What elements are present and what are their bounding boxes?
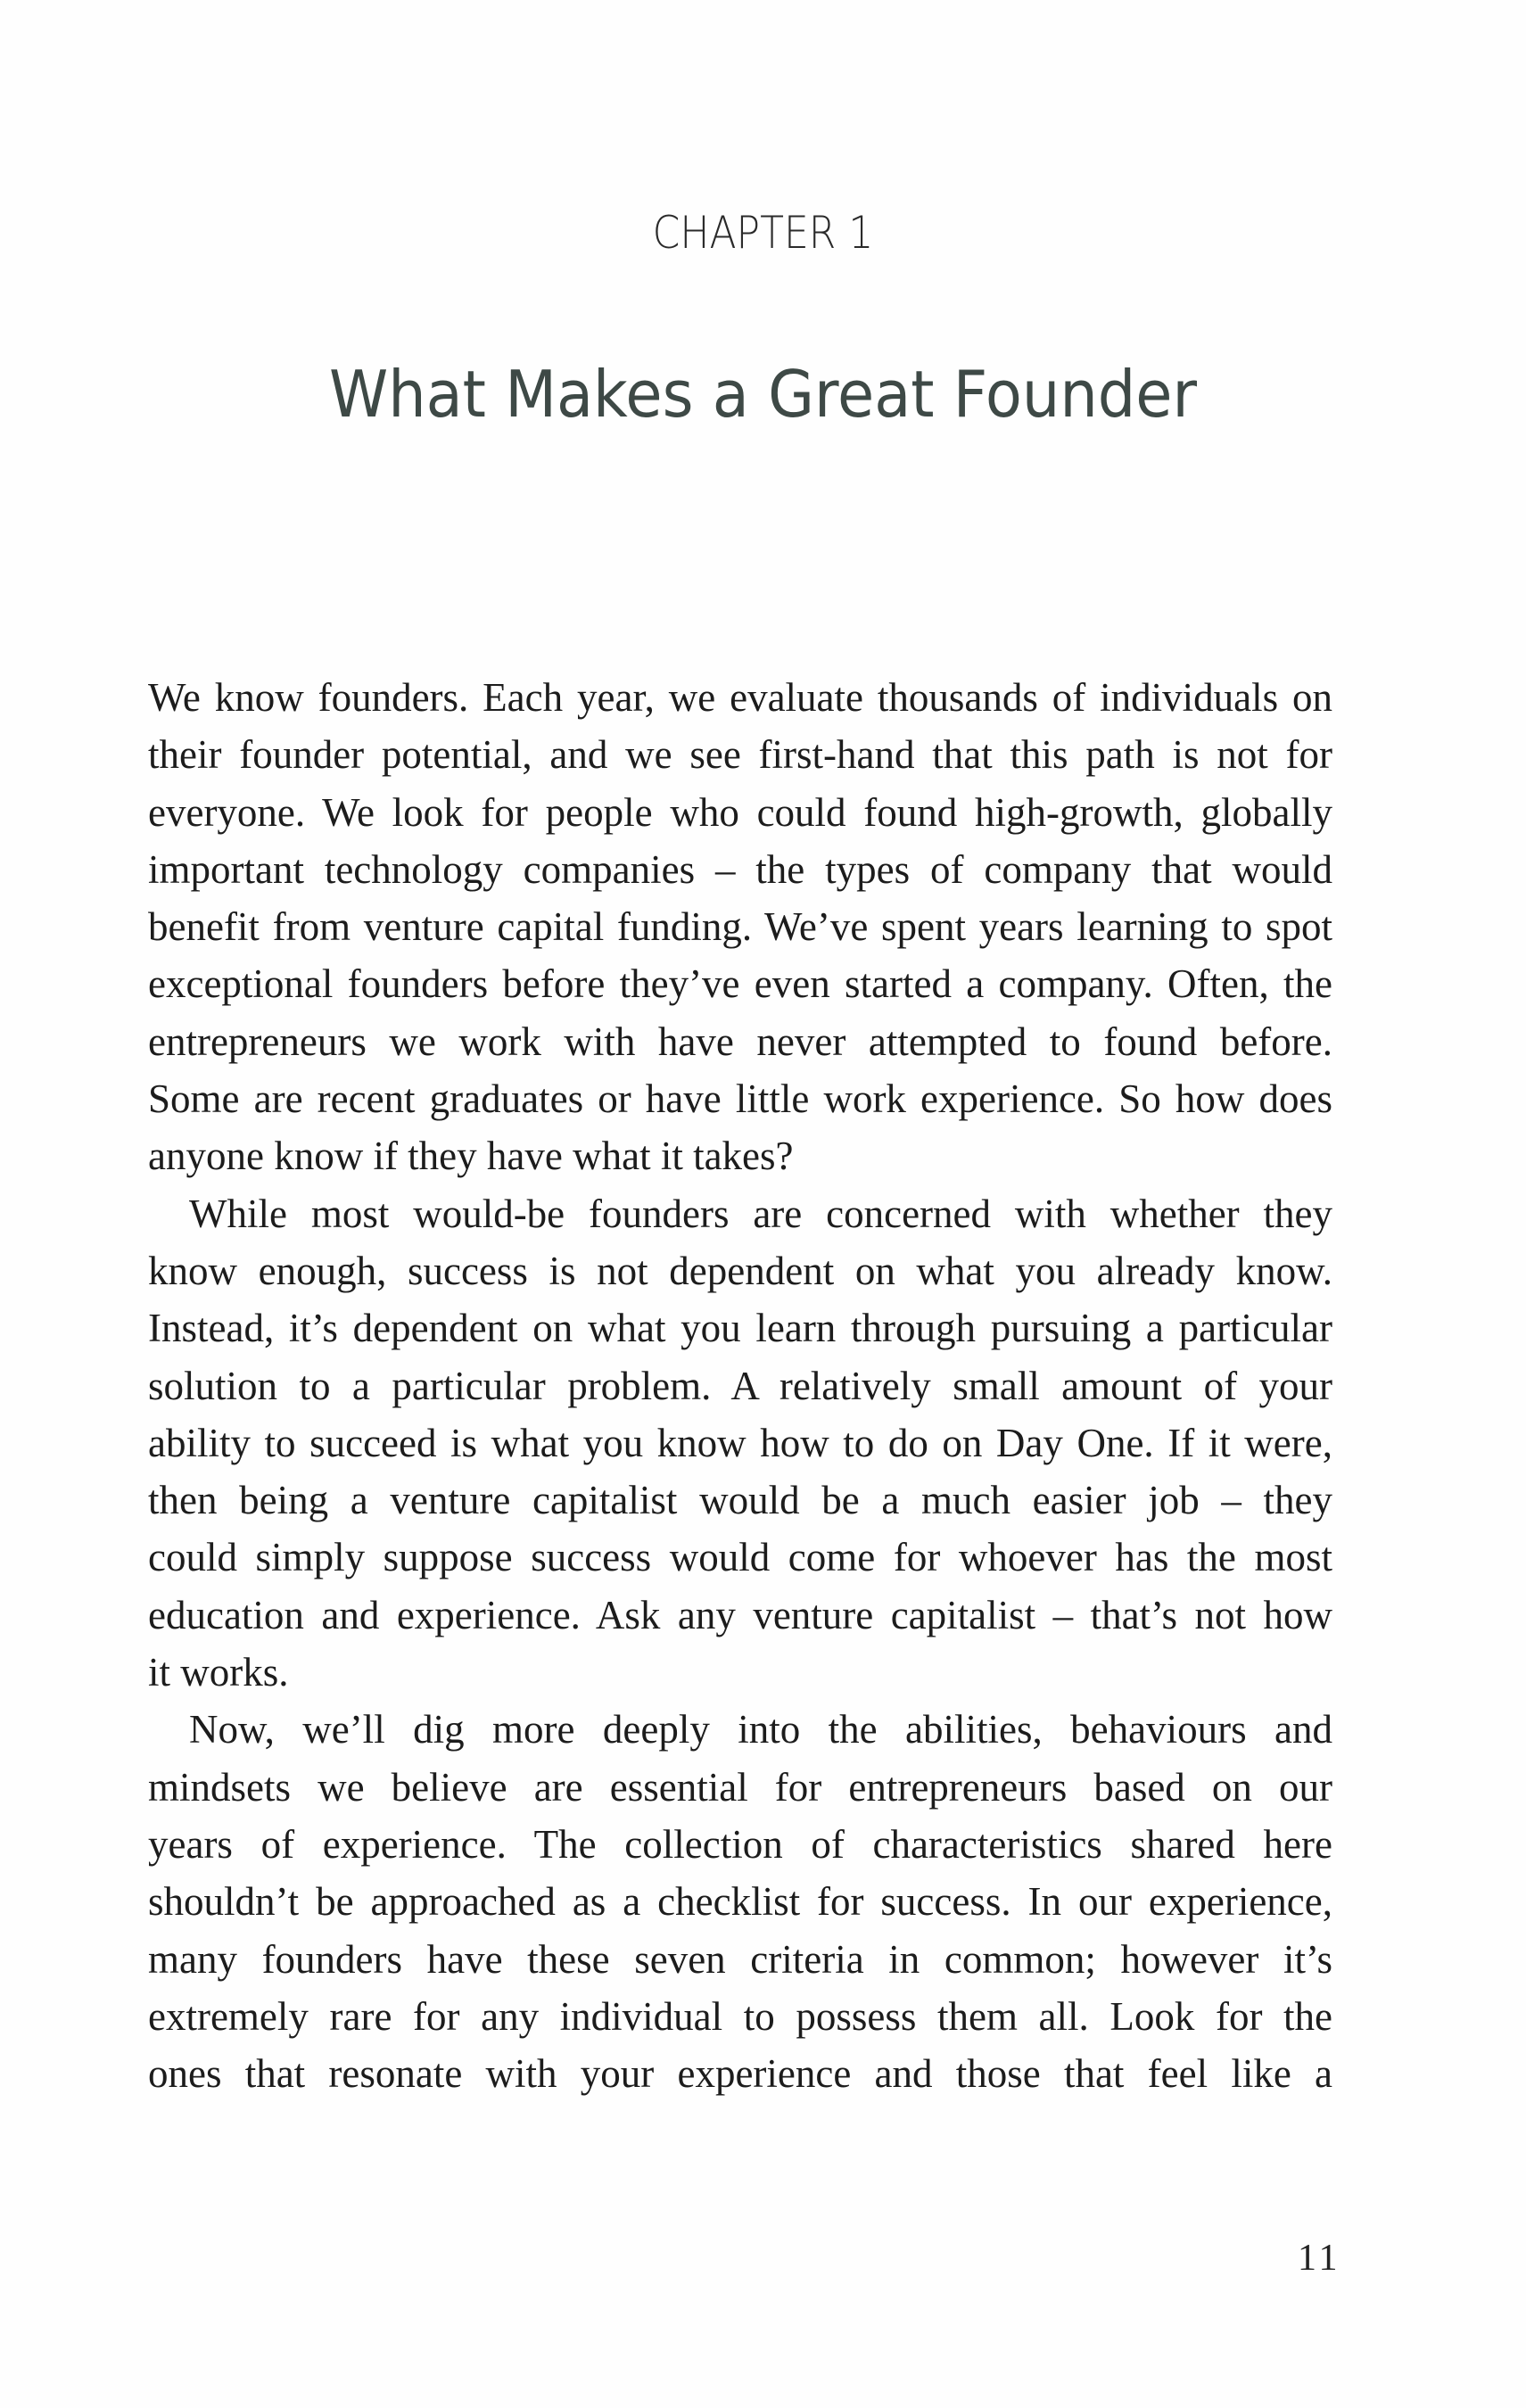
page-number: 11 — [1298, 2238, 1341, 2279]
text-line: mindsets we believe are essential for entrepreneurs based on our — [148, 1764, 1332, 1810]
text-line: ability to succeed is what you know how to do on Day One. If it were, — [148, 1420, 1332, 1465]
paragraph — [148, 1701, 1332, 2102]
text-line: ones that resonate with your experience and those that feel like a — [148, 2051, 1332, 2097]
text-line: it works. — [148, 1650, 289, 1695]
text-line: many founders have these seven criteria in common; however it’s — [148, 1936, 1332, 1982]
text-line: Instead, it’s dependent on what you learn through pursuing a particular — [148, 1306, 1332, 1351]
chapter-title: What Makes a Great Founder — [328, 357, 1198, 432]
text-line: everyone. We look for people who could found high-growth, globally — [148, 789, 1332, 835]
text-line: education and experience. Ask any venture capitalist – that’s not how — [148, 1592, 1332, 1637]
text-line: important technology companies – the types of company that would — [148, 846, 1332, 892]
text-line: benefit from venture capital funding. We’ve spent years learning to spot — [148, 904, 1332, 950]
text-line: anyone know if they have what it takes? — [148, 1134, 794, 1179]
text-line: Some are recent graduates or have little work experience. So how does — [148, 1076, 1332, 1122]
paragraph — [148, 669, 1332, 1185]
text-line: extremely rare for any individual to possess them all. Look for the — [148, 1993, 1332, 2039]
text-line: entrepreneurs we work with have never attempted to found before. — [148, 1018, 1332, 1064]
text-line: We know founders. Each year, we evaluate thousands of individuals on — [148, 675, 1332, 720]
body-text — [148, 669, 1332, 2102]
text-line: While most would-be founders are concerned with whether they — [189, 1191, 1332, 1236]
text-line: could simply suppose success would come for whoever has the most — [148, 1535, 1332, 1580]
text-line: their founder potential, and we see first-hand that this path is not for — [148, 732, 1332, 778]
text-line: shouldn’t be approached as a checklist for success. In our experience, — [148, 1879, 1332, 1925]
paragraph — [148, 1185, 1332, 1702]
text-line: exceptional founders before they’ve even started a company. Often, the — [148, 961, 1332, 1007]
text-line: solution to a particular problem. A relatively small amount of your — [148, 1363, 1332, 1408]
text-line: Now, we’ll dig more deeply into the abilities, behaviours and — [189, 1707, 1332, 1752]
chapter-label: CHAPTER 1 — [652, 207, 874, 259]
text-line: know enough, success is not dependent on what you already know. — [148, 1248, 1332, 1293]
text-line: years of experience. The collection of characteristics shared here — [148, 1821, 1332, 1867]
text-line: then being a venture capitalist would be a much easier job – they — [148, 1478, 1332, 1523]
